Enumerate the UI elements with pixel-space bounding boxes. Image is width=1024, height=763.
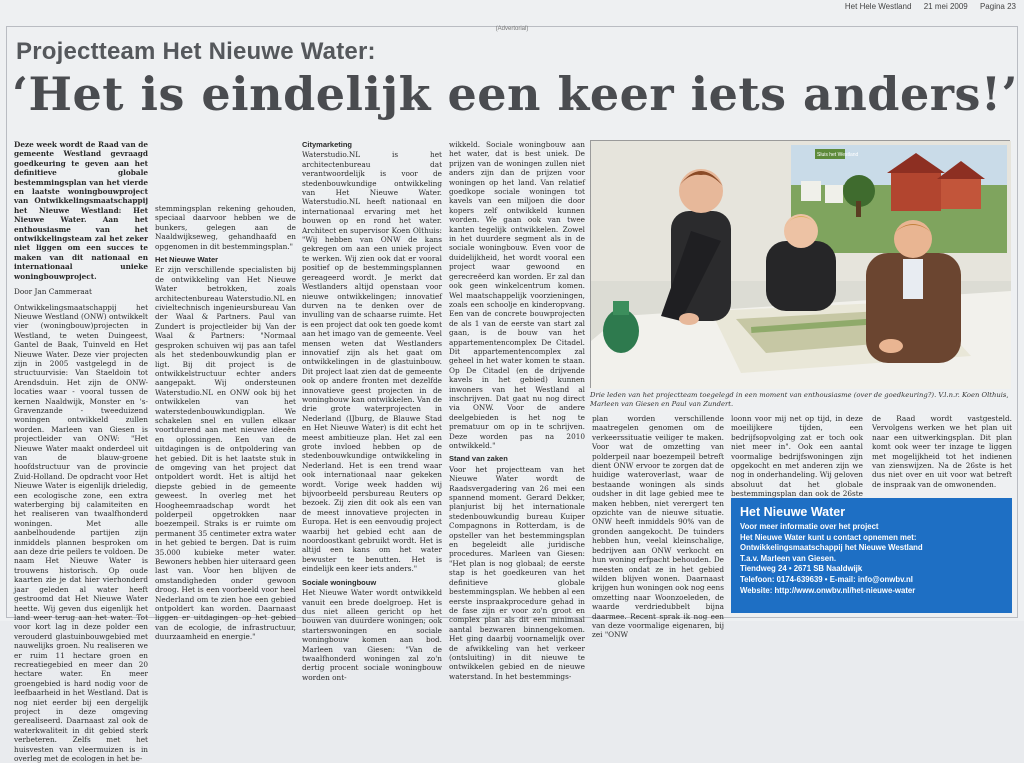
column-1: [14, 140, 148, 612]
body-paragraph: stemmingsplan rekening gehouden, speciaal daarvoor hebben we de bunkers, gelegen aan de Naaldwijkseweg, gehandhaafd en opgenomen in dit bestemmingsplan.": [155, 204, 296, 251]
advertorial-tag: (Advertorial): [0, 26, 1024, 32]
infobox-address: Tiendweg 24 • 2671 SB Naaldwijk: [740, 564, 1003, 575]
infobox-line: Ontwikkelingsmaatschappij het Nieuwe Westland: [740, 543, 1003, 554]
column-4: [449, 140, 585, 612]
body-paragraph: de Raad wordt vastgesteld. Vervolgens werken we het plan uit naar een uitwerkingsplan. Dit plan komt ook weer ter inzage te liggen met mogelijkheid tot het indienen van zienswijzen. Na de 26ste is het dus niet over en uit voor wat betreft de inspraak van de omwonenden.: [872, 414, 1012, 489]
body-paragraph: loonn voor mij net op tijd, in deze moeilijkere tijden, een bedrijfsopvolging zat er toch ook niet meer in". Ook een aantal voormalige bedrijfswoningen zijn opgekocht en met anderen zijn we nog in onderhandeling. Wij geloven absoluut dat het globale bestemmingsplan dan ook de 26ste: [731, 414, 863, 508]
subheading: Stand van zaken: [449, 454, 585, 463]
poster-sign: Sluis het Westland: [817, 152, 859, 158]
column-3: [302, 140, 442, 612]
headline: ‘Het is eindelijk een keer iets anders!’: [12, 67, 1018, 121]
infobox-website: Website: http://www.onwbv.nl/het-nieuwe-water: [740, 586, 1003, 597]
column-7: [872, 414, 1012, 496]
photo-caption: Drie leden van het projectteam toegelegd in een moment van enthousiasme (over de goedkeuring?). V.l.n.r. Koen Olthuis, Marleen van Giesen en Paul van Zundert.: [590, 391, 1010, 408]
publication-date: 21 mei 2009: [924, 2, 968, 11]
infobox-line: Het Nieuwe Water kunt u contact opnemen met:: [740, 533, 1003, 544]
contact-infobox: [731, 498, 1012, 613]
body-paragraph: Ontwikkelingsmaatschappij het Nieuwe Westland (ONW) ontwikkelt vier (woningbouw)projecten in Westland, te weten Duingeest, Gantel de Baak, Tuinveld en Het Nieuwe Water. Deze vier projecten zijn in 2005 vastgelegd in de structuurvisie: Van Staeldoin tot Arendsduin. Het zijn de ONW-locaties waar - vooral tussen de kernen Naaldwijk, Monster en 's-Gravenzande - tweeduizend woningen ontwikkeld zullen worden. Marleen van Giesen is projectleider van ONW: "Het Nieuwe Water maakt onderdeel uit van de blauw-groene hoofdstructuur van de provincie Zuid-Holland. De opdracht voor Het Nieuwe Water is eigenlijk drieledig, een ecologische zone, een extra waterberging bij calamiteiten en het realiseren van twaalfhonderd woningen. Met alle aanbelhoudende partijen zijn inmiddels plannen besproken om aan deze drie peilers te voldoen. De naam Het Nieuwe Water is trouwens historisch. Op oude kaarten zie je dat hier vierhonderd jaar geleden al water heeft gestroomd dat Het Nieuwe Water heette. Wij geven dus eigenlijk het land weer terug aan het water. Tot voor kort lag in deze polder een verouderd glastuinbouwgebied met nauwelijks groen. Nu realiseren we er ruim 11 hectare groen en recreatiegebied en meer dan 20 hectare water. En meer groengebied is hard nodig voor de leefbaarheid in het Westland. Dat is nog niet eerder bij een dergelijk project in deze omgeving gerealiseerd. Daarnaast zal ook de waterkwaliteit in dit gebied sterk verbeteren. Zelfs met het huisvesten van vleermuizen is in overleg met de ecologen in het be-: [14, 303, 148, 763]
subheading: Het Nieuwe Water: [155, 255, 296, 264]
infobox-title: Het Nieuwe Water: [740, 505, 1003, 519]
column-6: [731, 414, 863, 496]
infobox-contact: Telefoon: 0174-639639 • E-mail: info@onwbv.nl: [740, 575, 1003, 586]
column-5: [592, 414, 724, 612]
kicker: Projectteam Het Nieuwe Water:: [16, 38, 376, 66]
body-paragraph: Er zijn verschillende specialisten bij de ontwikkeling van Het Nieuwe Water betrokken, zoals architectenbureau Waterstudio.NL en civieltechnisch ingenieursbureau Van der Waal & Partners. Paul van Zundert is projectleider bij Van der Waal & Partners: "Normaal gesproken schuiven wij pas aan tafel als het stedenbouwkundig plan er ligt. Bij dit project is de ontwikkelstructuur echter anders aangepakt. Wij ondersteunen Waterstudio.NL en ONW ook bij het ontwikkelen van het waterstedenbouwkundigplan. We schakelen snel en vullen elkaar voortdurend aan met nieuwe ideeën en oplossingen. Een van de uitdagingen is de ontpoldering van het gebied. Dit is het laatste stuk in de omgeving van het project dat ontpoldert wordt. Het is altijd het diepste gebied in de gemeente geweest. In overleg met het Hoogheemraadschap wordt het polderpeil opgetrokken naar boezempeil. Straks is er ruimte om permanent 35 centimeter extra water in het gebied te bergen. Dat is ruim 35.000 kubieke meter water. Bewoners hebben hier uiteraard geen last van. Voor hen blijven de omstandigheden onder gewoon droog. Het is een voorbeeld voor heel Nederland om te zien hoe een gebied ontpoldert kan worden. Daarnaast liggen er uitdagingen op het gebied van de ecologie, de infrastructuur, duurzaamheid en energie.": [155, 265, 296, 641]
team-photo-illustration: [591, 141, 1011, 389]
body-paragraph: Waterstudio.NL is het architectenbureau dat verantwoordelijk is voor de stedenbouwkundige ontwikkeling van Het Nieuwe Water. Waterstudio.NL heeft nationaal en internationaal ervaring met het bouwen op en rond het water. Architect en supervisor Koen Olthuis: "Wij hebben van ONW de kans gekregen om aan een uniek project te werken. Wij zien ook dat er vooral positief op de bestemmingsplannen gereageerd wordt. Je merkt dat Westlanders altijd openstaan voor nieuwe ontwikkelingen; innovatief durven na te denken over de invulling van de schaarse ruimte. Het is een project dat ook ten goede komt aan het imago van de gemeente. Veel mensen weten dat Westlanders innovatief zijn als het gaat om ontwikkelingen in de glastuinbouw. Dit project laat zien dat de gemeente ook op andere fronten met dezelfde innovatieve geest projecten in de woningbouw kan ontwikkelen. Van de drie grote waterprojecten in Nederland (IJburg, de Blauwe Stad en Het Nieuwe Water) is dit echt het meest ambitieuze plan. Het zal een grote invloed hebben op de stedenbouwkundige ontwikkeling in Nederland. Het is een trend waar ook internationaal naar gekeken wordt. Vorige week hadden wij bijvoorbeeld persbureau Reuters op bezoek. Zij zien dit ook als een van de meest innovatieve projecten in Europa. Het is een eenvoudig project waarbij het gebied echt aan de noordoostkant gebruikt wordt. Het is altijd een kans om het water bewuster te benutten. Het is eindelijk een keer iets anders.": [302, 150, 442, 573]
subheading: Citymarketing: [302, 140, 442, 149]
body-paragraph: Het Nieuwe Water wordt ontwikkeld vanuit een brede doelgroep. Het is dus niet alleen gericht op het bouwen van duurdere woningen; ook starterswoningen en sociale woningbouw komen aan bod. Marleen van Giesen: "Van de twaalfhonderd woningen zal zo'n dertig procent sociale woningbouw worden ont-: [302, 588, 442, 682]
infobox-line: Voor meer informatie over het project: [740, 522, 1003, 533]
body-paragraph: Voor het projectteam van het Nieuwe Water wordt de Raadsvergadering van 26 mei een spannend moment. Gerard Dekker, planjurist bij het internationale stedenbouwkundig bureau Kuiper Compagnons in Rotterdam, is de opsteller van het bestemmingsplan en begeleidt alle juridische procedures. Marleen van Giesen: "Het plan is nog globaal; de eerste stap is het goedkeuren van het definitieve globale bestemmingsplan. We hebben al een eerste inspraakprocedure gehad in de fase zijn er voor zo'n groot en complex plan als dit een minimaal aantal bezwaren binnengekomen. Het ging daarbij voornamelijk over de afwikkeling van het verkeer (ontsluiting) in dit nieuwe te ontwikkelen gebied en de nieuwe waterstand. In het bestemmings-: [449, 465, 585, 681]
body-paragraph: wikkeld. Sociale woningbouw aan het water, dat is best uniek. De prijzen van de woningen zullen niet anders zijn dan de prijzen voor woningen op het land. Van relatief goedkope sociale woningen tot kavels van een miljoen die door kopers zelf ontwikkeld kunnen worden. We gaan ook van twee kanten tegelijk ontwikkelen. Zowel in het duurdere segment als in de sociale woningbouw. Even voor de duidelijkheid, het wordt vooral een project waar gewoond en gerecreëerd kan worden. Er zal dan ook geen winkelcentrum komen. Wel maatschappelijk voorzieningen, zoals een schoolje en kinderopvang. Een van de concrete bouwprojecten de als 1 van de eerste van start zal gaan, is de bouw van het appartementencomplex De Citadel. Dit appartementencomplex zal geheel in het water komen te staan. Op De Citadel (en de drijvende kavels in het gebied) kunnen inwoners van het Westland al inschrijven. Dat gaat nu nog direct via ONW. Voor de andere deelgebieden is het nog te prematuur om op in te schrijven. Deze worden pas na 2010 ontwikkeld.": [449, 140, 585, 450]
page-number: Pagina 23: [980, 2, 1016, 11]
body-paragraph: plan worden verschillende maatregelen genomen om de verkeerssituatie veiliger te maken. Voor wat de omzetting van polderpeil naar boezempeil betreft dient ONW ervoor te zorgen dat de huidige wateroverlast, waar de bestaande woningen als sinds oudsher in dit lage gebied mee te maken hebben, niet verergert ten opzichte van de nieuwe situatie. ONW heeft inmiddels 90% van de gronden aangekocht. De tuinders hebben hun, veelal kleinschalige, bedrijven aan ONW verkocht en hun woning erfpacht behouden. De meesten ondat ze in het gebied wilden blijven wonen. Daarnaast krijgen hun woningen ook nog eens omzetting naar Woonzoeleden, de waarde verdriedubbelt bijna daarmee. Recent sprak ik nog een van deze voormalige eigenaren, bij zei "ONW: [592, 414, 724, 640]
column-2: [155, 204, 296, 612]
team-photo: [590, 140, 1010, 388]
byline: Door Jan Cammeraat: [14, 287, 148, 296]
page-header: [0, 2, 1016, 14]
publication-name: Het Hele Westland: [845, 2, 912, 11]
subheading: Sociale woningbouw: [302, 578, 442, 587]
lead-paragraph: Deze week wordt de Raad van de gemeente Westland gevraagd goedkeuring te geven aan het definitieve globale bestemmingsplan van het vierde en laatste woningbouwproject van Ontwikkelingsmaatschappij het Nieuwe Westland: Het Nieuwe Water. Aan het enthousiasme van het ontwikkelingsteam zal het zeker niet liggen om een succes te maken van dit nationaal en internationaal unieke woningbouwproject.: [14, 140, 148, 281]
infobox-line: T.a.v. Marleen van Giesen.: [740, 554, 1003, 565]
